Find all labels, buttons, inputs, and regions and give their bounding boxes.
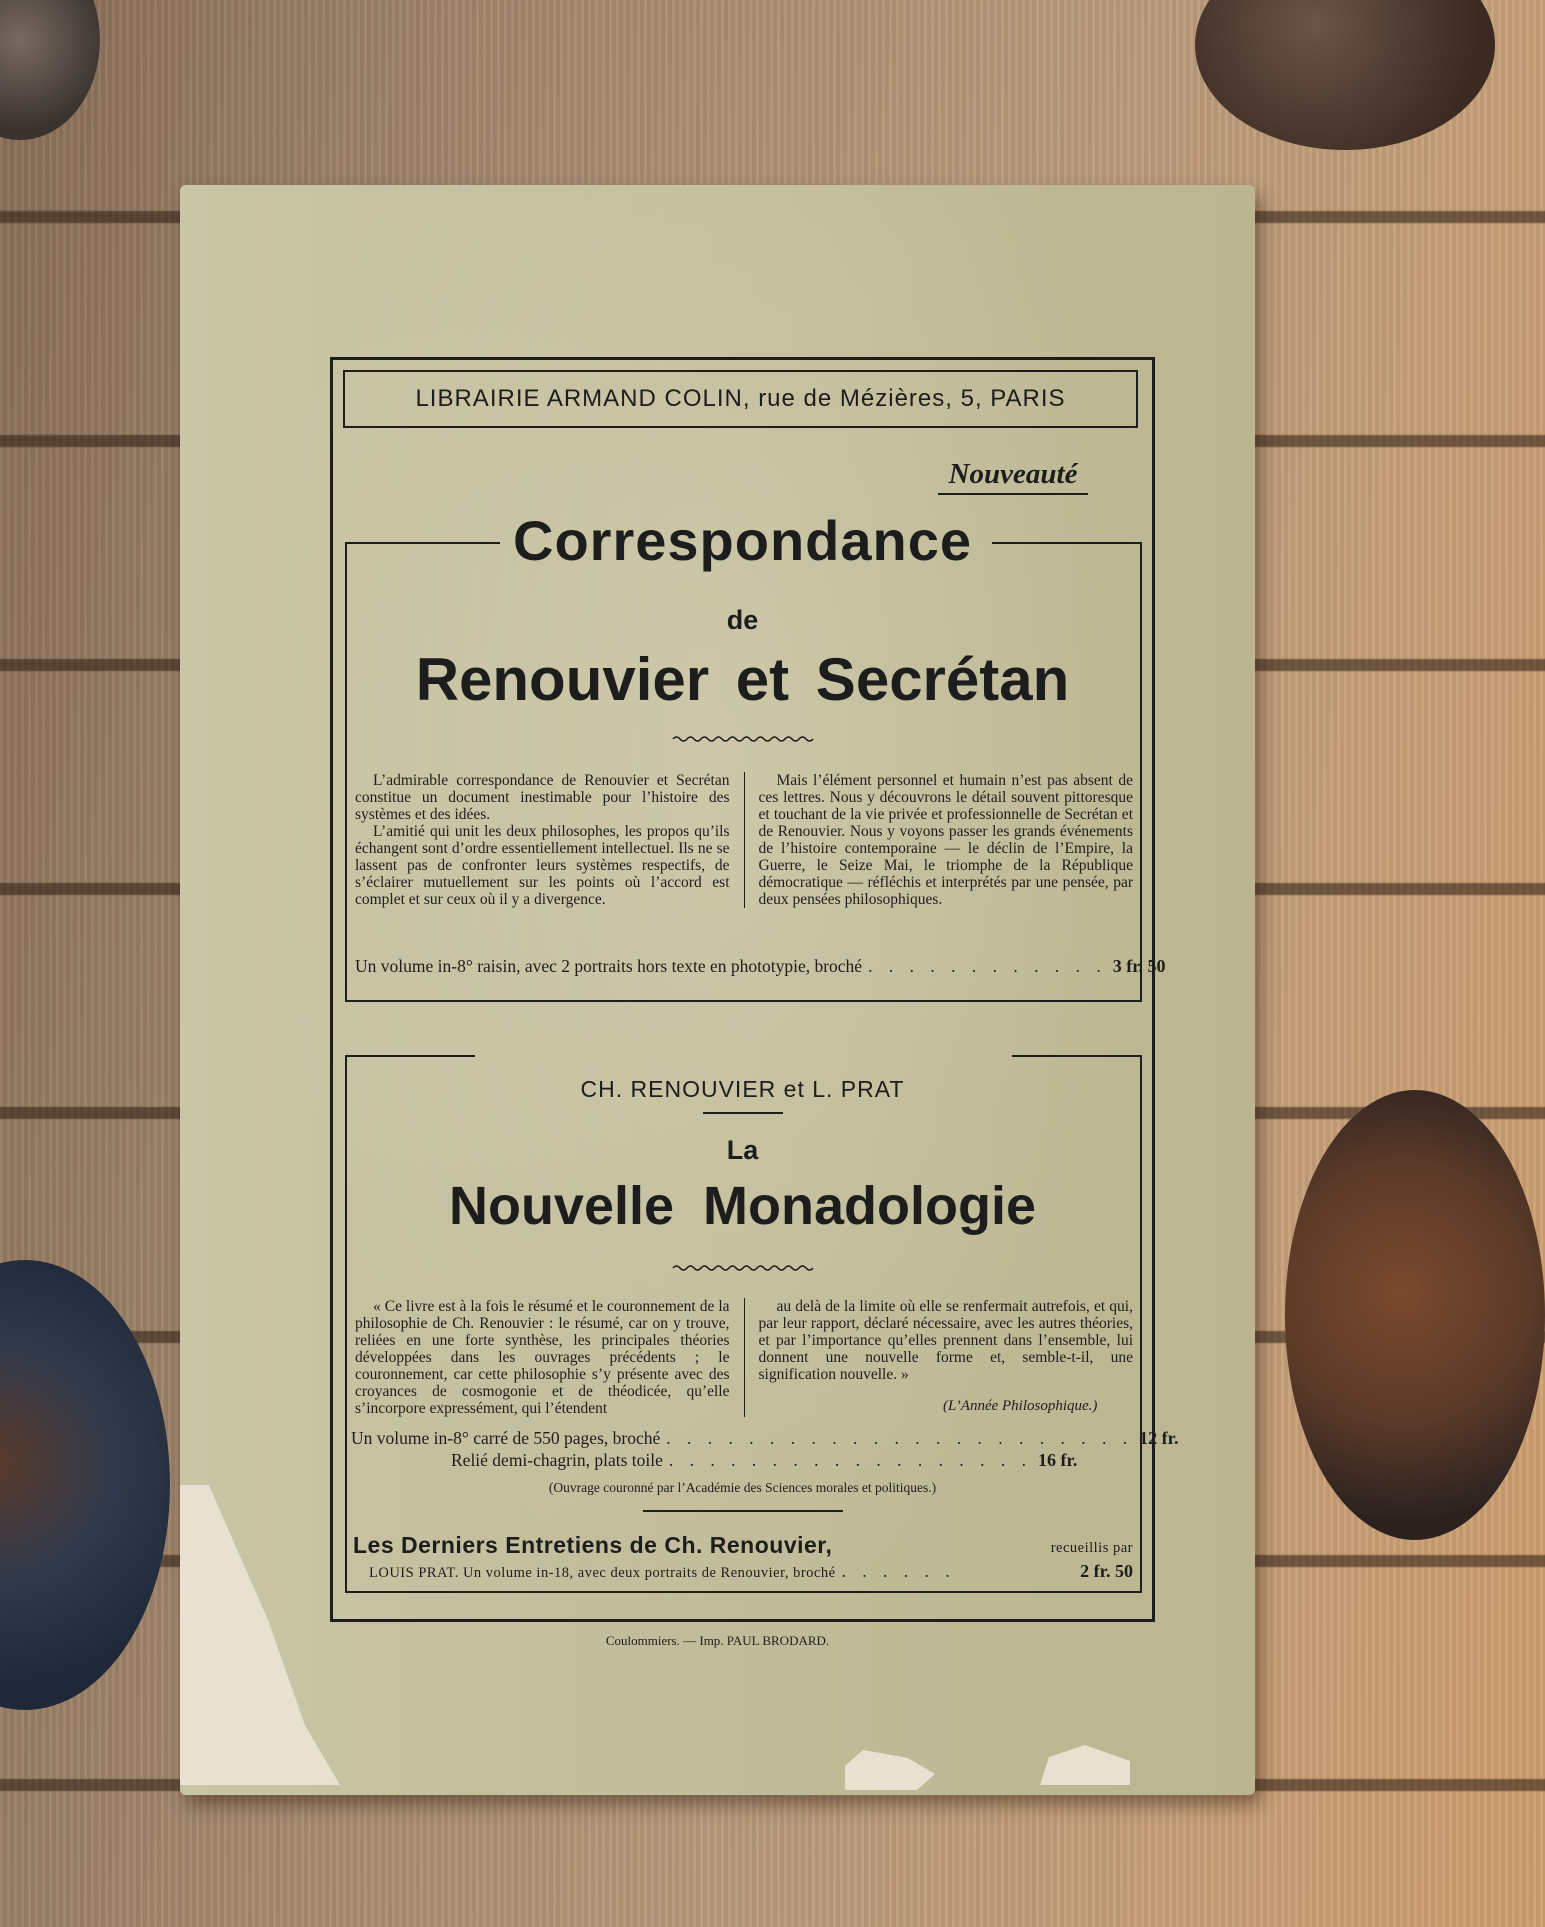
book1-subtitle: Renouvier et Secrétan	[415, 646, 1070, 713]
book3-detail: LOUIS PRAT. Un volume in-18, avec deux portraits de Renouvier, broché	[369, 1565, 836, 1581]
book1-para: L’admirable correspondance de Renouvier et Secrétan constitue un document inestimable pour l’histoire des systèmes et des idées.	[355, 772, 730, 823]
book2-binding-line: Relié demi-chagrin, plats toile . . . . . . . . . . . . . . . . . . 16 fr.	[451, 1450, 1078, 1470]
book2-title: Nouvelle Monadologie	[448, 1176, 1037, 1236]
book2-binding-price: 16 fr.	[1038, 1450, 1078, 1470]
book3-title-tail: recueillis par	[1050, 1540, 1133, 1556]
book1-price-line: Un volume in-8° raisin, avec 2 portraits hors texte en phototypie, broché . . . . . . . . . . . . 3 fr. 50	[355, 956, 1166, 976]
new-badge: Nouveauté	[938, 458, 1088, 495]
book-back-cover	[180, 185, 1255, 1795]
book2-article: La	[726, 1135, 759, 1165]
metal-disc-right	[1285, 1090, 1545, 1540]
book3-title: Les Derniers Entretiens de Ch. Renouvier,	[353, 1532, 833, 1558]
wavy-rule	[673, 1264, 813, 1272]
book2-source: (L’Année Philosophique.)	[943, 1398, 1098, 1414]
book1-price: 3 fr. 50	[1112, 956, 1166, 976]
publisher-header	[343, 370, 1138, 428]
book2-para: au delà de la limite où elle se renfermait autrefois, et qui, par leur rapport, déclaré nécessaire, avec les autres théories, et par l’importance qu’elles prennent dans l’ensemble, lui donnent une nouvelle forme et, semble-t-il, une signification nouvelle. »	[758, 1298, 1133, 1383]
book1-para: L’amitié qui unit les deux philosophes, les propos qu’ils échangent sont d’ordre essentiellement intellectuel. Ils ne se lassent pas de confronter leurs systèmes respectifs, de s’éclairer mutuellement sur les points où l’accord est complet et sur ceux où il y a divergence.	[355, 823, 730, 908]
book2-price: 12 fr.	[1139, 1428, 1179, 1448]
wavy-rule	[673, 735, 813, 743]
book1-title: Correspondance	[513, 509, 972, 572]
torn-edge	[1040, 1745, 1130, 1785]
book3-block	[353, 1532, 1133, 1582]
printer-imprint: Coulommiers. — Imp. PAUL BRODARD.	[605, 1633, 830, 1648]
book2-price-text: Un volume in-8° carré de 550 pages, broché	[351, 1428, 661, 1448]
book2-para: « Ce livre est à la fois le résumé et le couronnement de la philosophie de Ch. Renouvier : le résumé, car on y trouve, reliées en une forte synthèse, les principales théories développées dans les ouvrages précédents ; le couronnement, car cette philosophie s’y présente avec des croyances de cosmogonie et de théodicée, qu’elle s’incorpore expressément, qui l’étendent	[355, 1298, 730, 1417]
book2-authors: CH. RENOUVIER et L. PRAT	[580, 1076, 905, 1102]
metal-disc-left	[0, 1260, 170, 1710]
book1-description	[355, 772, 1133, 908]
book2-award-note: (Ouvrage couronné par l’Académie des Sciences morales et politiques.)	[548, 1480, 937, 1495]
metal-disc-top-left	[0, 0, 100, 140]
book1-connector: de	[726, 605, 759, 635]
book1-price-text: Un volume in-8° raisin, avec 2 portraits hors texte en phototypie, broché	[355, 956, 863, 976]
book3-price: 2 fr. 50	[1080, 1561, 1133, 1581]
publisher-header-text: LIBRAIRIE ARMAND COLIN, rue de Mézières, 5, PARIS	[415, 385, 1066, 412]
advert-frame	[330, 357, 1179, 1622]
book3-price-line: LOUIS PRAT. Un volume in-18, avec deux portraits de Renouvier, broché . . . . . . 2 fr. 50	[369, 1561, 1133, 1581]
book1-para: Mais l’élément personnel et humain n’est pas absent de ces lettres. Nous y découvrons le détail souvent pittoresque et touchant de la vie privée et professionnelle de Secrétan et de Renouvier. Nous y voyons passer les grands événements de l’histoire contemporaine — le déclin de l’Empire, la Guerre, le Seize Mai, le triomphe de la République démocratique — réfléchis et interprétés par une pensée, par deux pensées philosophiques.	[758, 772, 1133, 908]
book2-price-line: Un volume in-8° carré de 550 pages, broché . . . . . . . . . . . . . . . . . . . . . . . 12 fr.	[351, 1428, 1179, 1448]
metal-disc-top-right	[1195, 0, 1495, 150]
torn-edge	[845, 1750, 935, 1790]
book2-binding-text: Relié demi-chagrin, plats toile	[451, 1450, 663, 1470]
